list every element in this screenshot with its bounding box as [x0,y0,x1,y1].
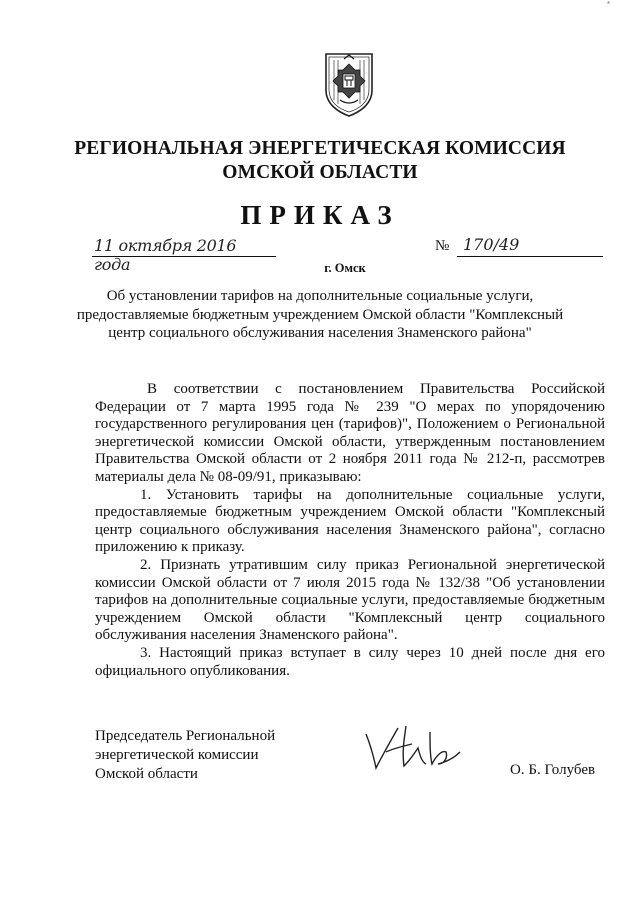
handwritten-signature [360,722,470,776]
order-number-field [435,235,603,258]
signatory-name: О. Б. Голубев [510,762,596,778]
coat-of-arms-emblem [322,50,376,118]
organization-name-line2: ОМСКОЙ ОБЛАСТИ [222,162,418,183]
date-underline [92,256,276,257]
signatory-title-line3: Омской области [95,766,198,783]
organization-name-line1: РЕГИОНАЛЬНАЯ ЭНЕРГЕТИЧЕСКАЯ КОМИССИЯ [74,138,566,159]
document-type-title: ПРИКАЗ [240,200,400,230]
number-underline [457,256,603,257]
handwritten-date: 11 октября 2016 года [94,236,237,274]
city-label: г. Омск [324,261,366,275]
number-sign: № [435,238,450,254]
order-subject: Об установлении тарифов на дополнительные социальные услуги, предоставляемые бюджетным учреждением Омской области "Комплексный центр социального обслуживания населения Знаменского района" [76,288,564,342]
signatory-title-line1: Председатель Региональной [95,728,276,744]
signatory-title [95,727,275,785]
order-item-1: 1. Установить тарифы на дополнительные социальные услуги, предоставляемые бюджетным учреждением Омской области "Комплексный центр социального обслуживания населения Знаменского района", согласно приложению к приказу. [95,486,605,556]
order-item-3: 3. Настоящий приказ вступает в силу через 10 дней после дня его официального опубликования. [95,644,605,679]
order-body [95,381,605,680]
handwritten-order-number: 170/49 [463,235,520,254]
preamble-paragraph: В соответствии с постановлением Правительства Российской Федерации от 7 марта 1995 года № 239 "О мерах по упорядочению государственного регулирования цен (тарифов)", Положением о Региональной энергетической комиссии Омской области, утвержденным постановлением Правительства Омской области от 2 ноября 2011 года № 212-п, рассмотрев материалы дела № 08-09/91, приказываю: [95,381,605,485]
signatory-title-line2: энергетической комиссии [95,747,259,764]
date-field [92,236,276,274]
corner-mark: * [606,0,610,9]
order-item-2: 2. Признать утратившим силу приказ Региональной энергетической комиссии Омской области от 7 июля 2015 года № 132/38 "Об установлении тарифов на дополнительные социальные услуги, предоставляемые бюджетным учреждением Омской области "Комплексный центр социального обслуживания населения Знаменского района". [95,556,605,644]
